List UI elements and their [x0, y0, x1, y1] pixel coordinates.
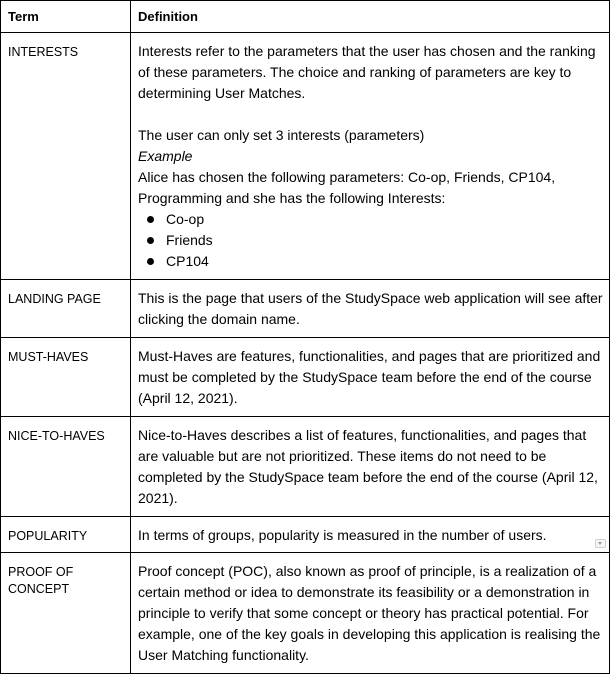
example-label: Example [138, 148, 193, 164]
bullet-icon [147, 237, 154, 244]
term-cell [1, 33, 131, 280]
definition-cell [131, 280, 610, 338]
term-column-header: Term [1, 1, 131, 33]
definition-cell [131, 517, 610, 553]
list-item: Co-op [166, 209, 605, 230]
term-cell [1, 280, 131, 338]
dropdown-arrow-icon[interactable] [595, 539, 606, 548]
bullet-icon [147, 258, 154, 265]
definition-cell [131, 553, 610, 674]
definition-column-header: Definition [131, 1, 610, 33]
example-text: Alice has chosen the following parameters: Co-op, Friends, CP104, Programming and she has the following Interests: [138, 169, 556, 206]
interests-note: The user can only set 3 interests (parameters) [138, 127, 425, 143]
table-row [1, 553, 610, 674]
table-row [1, 338, 610, 417]
term-label: LANDING PAGE [8, 292, 101, 306]
term-cell [1, 553, 131, 674]
table-row [1, 33, 610, 280]
list-item: CP104 [166, 251, 605, 272]
definition-text: Nice-to-Haves describes a list of features, functionalities, and pages that are valuable but are not prioritized. These items do not need to be completed by the StudySpace team before the end of the course (April 12, 2021). [138, 427, 598, 506]
definition-text: Proof concept (POC), also known as proof of principle, is a realization of a certain method or idea to demonstrate its feasibility or a demonstration in principle to verify that some concept or theory has practical potential. For example, one of the key goals in developing this application is realising the User Matching functionality. [138, 563, 601, 663]
header-row [1, 1, 610, 33]
term-label: NICE-TO-HAVES [8, 429, 105, 443]
list-item: Friends [166, 230, 605, 251]
example-interests-list [138, 209, 605, 272]
definition-cell [131, 417, 610, 517]
definition-cell [131, 33, 610, 280]
bullet-icon [147, 216, 154, 223]
term-label: INTERESTS [8, 45, 79, 59]
table-row [1, 517, 610, 553]
term-cell [1, 417, 131, 517]
term-cell [1, 517, 131, 553]
term-label: MUST-HAVES [8, 350, 89, 364]
definition-text: This is the page that users of the StudySpace web application will see after clicking the domain name. [138, 290, 603, 327]
definition-text: Interests refer to the parameters that the user has chosen and the ranking of these parameters. The choice and ranking of parameters are key to determining User Matches. [138, 43, 596, 101]
definition-cell [131, 338, 610, 417]
table-row [1, 280, 610, 338]
term-label: PROOF OF CONCEPT [8, 565, 74, 596]
definition-text: Must-Haves are features, functionalities, and pages that are prioritized and must be completed by the StudySpace team before the end of the course (April 12, 2021). [138, 348, 601, 406]
term-label: POPULARITY [8, 529, 88, 543]
term-cell [1, 338, 131, 417]
definition-text: In terms of groups, popularity is measured in the number of users. [138, 527, 547, 543]
table-row [1, 417, 610, 517]
